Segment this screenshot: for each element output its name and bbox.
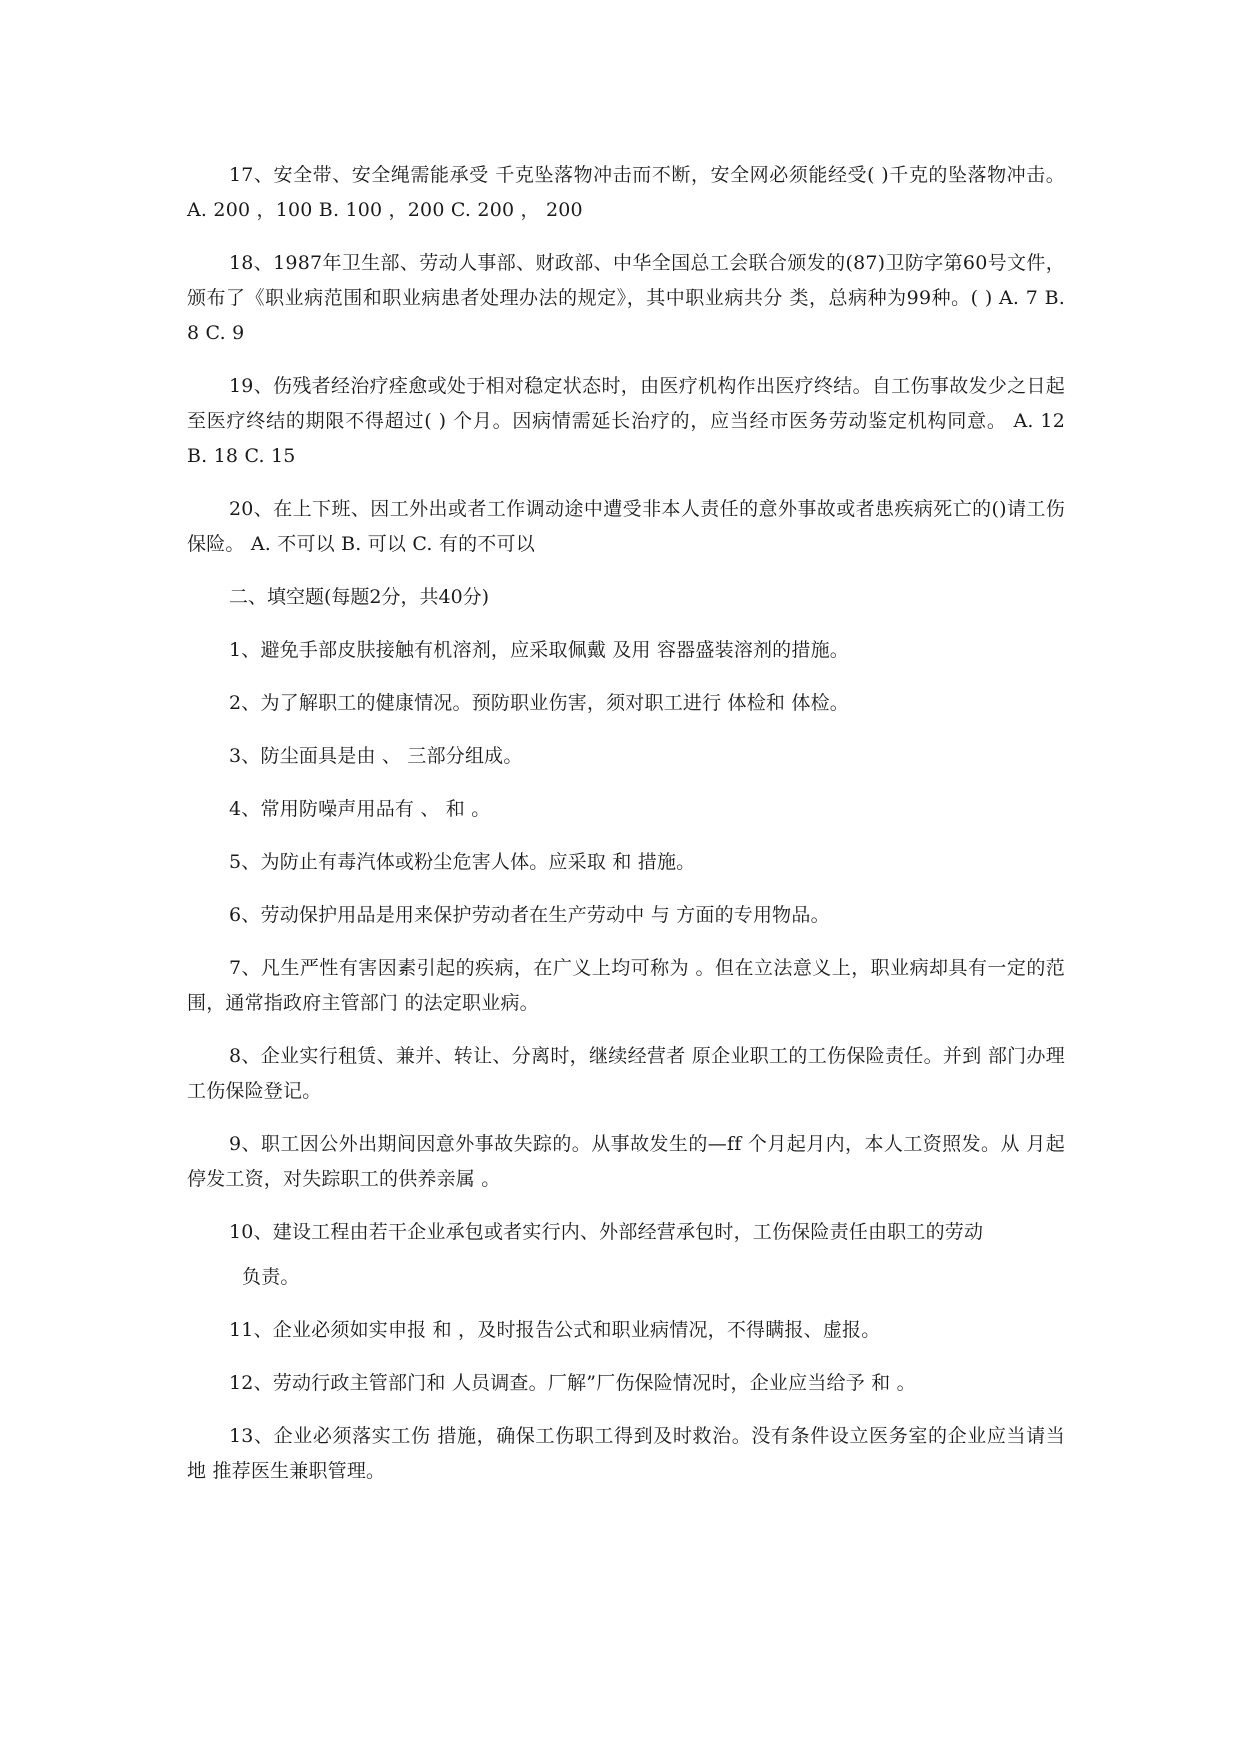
fill-question-11: 11、企业必须如实申报 和 ，及时报告公式和职业病情况，不得瞒报、虚报。 [229,1319,881,1341]
fill-question-9: 9、职工因公外出期间因意外事故失踪的。从事故发生的—ff 个月起月内，本人工资照发。从 月起停发工资，对失踪职工的供养亲属 。 [187,1133,1065,1190]
question-20: 20、在上下班、因工外出或者工作调动途中遭受非本人责任的意外事故或者患疾病死亡的()请工伤保险。 A. 不可以 B. 可以 C. 有的不可以 [187,498,1065,555]
fill-question-10: 10、建设工程由若干企业承包或者实行内、外部经营承包时，工伤保险责任由职工的劳动 [229,1221,984,1243]
question-17: 17、安全带、安全绳需能承受 千克坠落物冲击而不断，安全网必须能经受( )千克的坠落物冲击。 A. 200 ，100 B. 100 ，200 C. 200 ， 200 [187,164,1065,221]
fill-question-12: 12、劳动行政主管部门和 人员调查。厂解”厂伤保险情况时，企业应当给予 和 。 [229,1372,916,1394]
fill-question-3: 3、防尘面具是由 、 三部分组成。 [229,745,523,767]
fill-question-7: 7、凡生严性有害因素引起的疾病，在广义上均可称为 。但在立法意义上，职业病却具有一定的范围，通常指政府主管部门 的法定职业病。 [187,957,1065,1014]
fill-question-2: 2、为了解职工的健康情况。预防职业伤害，须对职工进行 体检和 体检。 [229,692,849,714]
fill-question-4: 4、常用防噪声用品有 、 和 。 [229,798,491,820]
fill-question-10-continuation: 负责。 [242,1266,300,1288]
fill-question-5: 5、为防止有毒汽体或粉尘危害人体。应采取 和 措施。 [229,851,696,873]
fill-question-1: 1、避免手部皮肤接触有机溶剂，应采取佩戴 及用 容器盛装溶剂的措施。 [229,639,849,661]
section-title-fill-in: 二、填空题(每题2分，共40分) [229,586,490,608]
fill-question-6: 6、劳动保护用品是用来保护劳动者在生产劳动中 与 方面的专用物品。 [229,904,830,926]
question-19: 19、伤残者经治疗痊愈或处于相对稳定状态时，由医疗机构作出医疗终结。自工伤事故发少之日起至医疗终结的期限不得超过( ) 个月。因病情需延长治疗的，应当经市医务劳动鉴定机构同意。 A. 12 B. 18 C. 15 [187,375,1065,467]
question-18: 18、1987年卫生部、劳动人事部、财政部、中华全国总工会联合颁发的(87)卫防字第60号文件，颁布了《职业病范围和职业病患者处理办法的规定》，其中职业病共分 类，总病种为99种。( ) A. 7 B. 8 C. 9 [187,252,1065,344]
fill-question-8: 8、企业实行租赁、兼并、转让、分离时，继续经营者 原企业职工的工伤保险责任。并到 部门办理工伤保险登记。 [187,1045,1065,1102]
fill-question-13: 13、企业必须落实工伤 措施，确保工伤职工得到及时救治。没有条件设立医务室的企业应当请当地 推荐医生兼职管理。 [187,1425,1065,1482]
document-body [187,158,1065,1507]
